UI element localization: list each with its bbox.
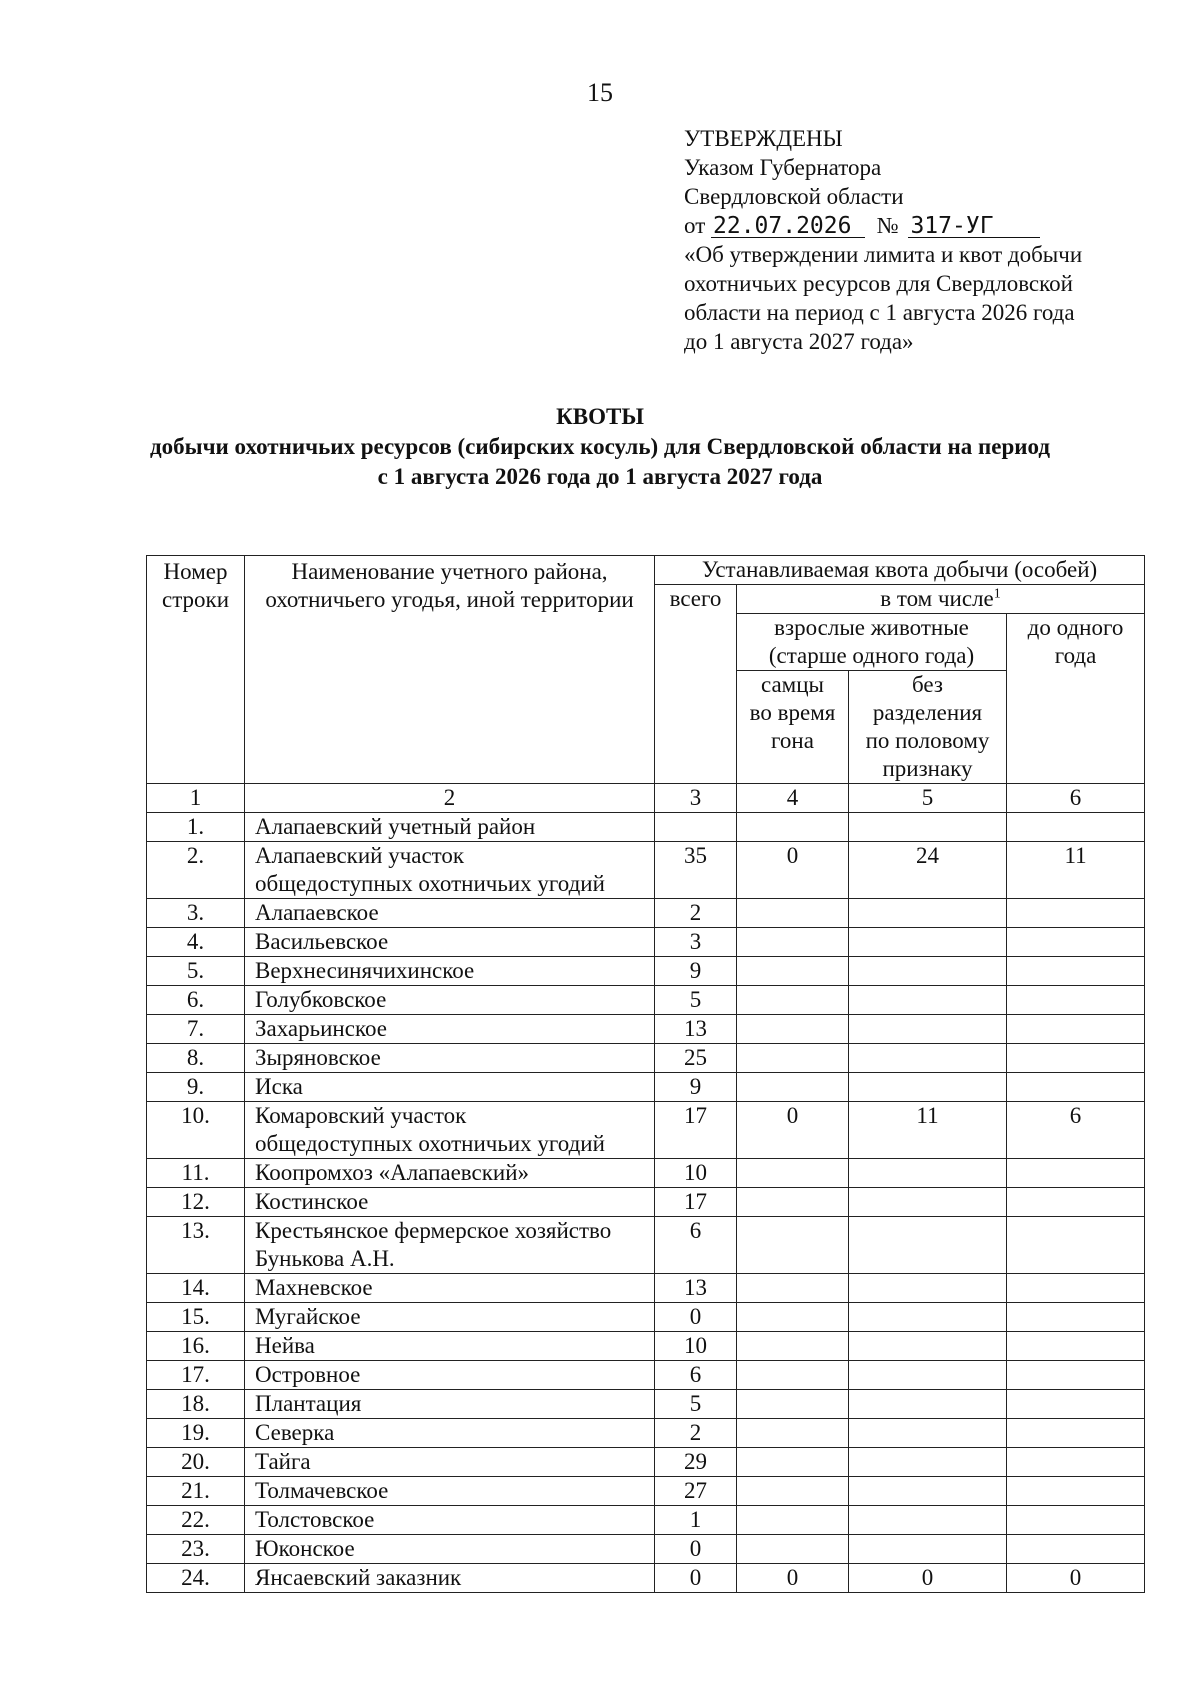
row-number: 24. bbox=[147, 1564, 245, 1593]
row-number: 22. bbox=[147, 1506, 245, 1535]
quota-no-sex-division bbox=[849, 1073, 1007, 1102]
row-number: 4. bbox=[147, 928, 245, 957]
quota-total: 35 bbox=[655, 842, 737, 899]
row-number: 21. bbox=[147, 1477, 245, 1506]
row-name-line: Алапаевский учетный район bbox=[255, 814, 536, 839]
quota-under-one-year bbox=[1007, 899, 1145, 928]
row-name bbox=[245, 1044, 655, 1073]
quota-total: 2 bbox=[655, 1419, 737, 1448]
date-prefix: от bbox=[684, 213, 706, 238]
row-name-line: Мугайское bbox=[255, 1304, 361, 1329]
title-subtitle: добычи охотничьих ресурсов (сибирских косуль) для Свердловской области на период bbox=[149, 434, 1051, 459]
row-name-line: Тайга bbox=[255, 1449, 311, 1474]
quota-males-rut bbox=[737, 928, 849, 957]
quota-males-rut bbox=[737, 1217, 849, 1274]
row-name-line: Янсаевский заказник bbox=[255, 1565, 462, 1590]
quota-total: 17 bbox=[655, 1188, 737, 1217]
header-adults: взрослые животные (старше одного года) bbox=[737, 614, 1007, 671]
quota-under-one-year bbox=[1007, 1361, 1145, 1390]
quota-males-rut bbox=[737, 1159, 849, 1188]
table-row bbox=[147, 1535, 1145, 1564]
quota-under-one-year bbox=[1007, 1419, 1145, 1448]
quota-total: 6 bbox=[655, 1217, 737, 1274]
quota-males-rut bbox=[737, 1303, 849, 1332]
quota-males-rut bbox=[737, 957, 849, 986]
table-row bbox=[147, 1390, 1145, 1419]
quota-under-one-year bbox=[1007, 1535, 1145, 1564]
quota-males-rut: 0 bbox=[737, 1102, 849, 1159]
table-row bbox=[147, 1102, 1145, 1159]
header-total: всего bbox=[655, 585, 737, 784]
quota-no-sex-division bbox=[849, 1217, 1007, 1274]
row-name bbox=[245, 1564, 655, 1593]
row-name-line: Северка bbox=[255, 1420, 335, 1445]
quota-under-one-year bbox=[1007, 1044, 1145, 1073]
approval-line-1: Указом Губернатора bbox=[684, 155, 882, 180]
quota-no-sex-division bbox=[849, 1188, 1007, 1217]
row-number: 5. bbox=[147, 957, 245, 986]
quota-total bbox=[655, 813, 737, 842]
row-name-line: Алапаевское bbox=[255, 900, 379, 925]
quota-no-sex-division bbox=[849, 1303, 1007, 1332]
quota-under-one-year bbox=[1007, 1477, 1145, 1506]
approval-title-line: охотничьих ресурсов для Свердловской bbox=[684, 271, 1073, 296]
approval-block bbox=[684, 124, 1124, 356]
table-body bbox=[147, 813, 1145, 1593]
quota-males-rut bbox=[737, 1274, 849, 1303]
row-name-line: Зыряновское bbox=[255, 1045, 381, 1070]
table-row bbox=[147, 1361, 1145, 1390]
row-name bbox=[245, 1419, 655, 1448]
decree-number: 317-УГ bbox=[908, 215, 1040, 238]
approval-title-line: области на период с 1 августа 2026 года bbox=[684, 300, 1075, 325]
quota-under-one-year bbox=[1007, 1159, 1145, 1188]
quota-under-one-year bbox=[1007, 1073, 1145, 1102]
row-number: 16. bbox=[147, 1332, 245, 1361]
table-row bbox=[147, 899, 1145, 928]
table-row bbox=[147, 1332, 1145, 1361]
quota-total: 29 bbox=[655, 1448, 737, 1477]
quota-total: 0 bbox=[655, 1535, 737, 1564]
quota-under-one-year bbox=[1007, 986, 1145, 1015]
approval-line-2: Свердловской области bbox=[684, 184, 904, 209]
header-including: в том числе$^1$ bbox=[737, 585, 1145, 614]
quota-under-one-year bbox=[1007, 957, 1145, 986]
header-under-one-year: до одного года bbox=[1007, 614, 1145, 784]
quota-total: 9 bbox=[655, 957, 737, 986]
row-name bbox=[245, 928, 655, 957]
quota-males-rut bbox=[737, 1506, 849, 1535]
quota-no-sex-division bbox=[849, 1535, 1007, 1564]
quota-total: 0 bbox=[655, 1564, 737, 1593]
quota-males-rut bbox=[737, 813, 849, 842]
quota-total: 2 bbox=[655, 899, 737, 928]
quota-under-one-year bbox=[1007, 813, 1145, 842]
quota-no-sex-division: 0 bbox=[849, 1564, 1007, 1593]
row-number: 6. bbox=[147, 986, 245, 1015]
quota-males-rut bbox=[737, 1419, 849, 1448]
table-row bbox=[147, 928, 1145, 957]
row-name-line: Островное bbox=[255, 1362, 361, 1387]
row-number: 7. bbox=[147, 1015, 245, 1044]
row-name-line: общедоступных охотничьих угодий bbox=[255, 1131, 605, 1156]
quota-no-sex-division bbox=[849, 986, 1007, 1015]
quota-males-rut bbox=[737, 1361, 849, 1390]
row-number: 23. bbox=[147, 1535, 245, 1564]
quota-total: 27 bbox=[655, 1477, 737, 1506]
quota-males-rut bbox=[737, 1448, 849, 1477]
header-row-number: Номер строки bbox=[147, 556, 245, 784]
table-row bbox=[147, 986, 1145, 1015]
quota-no-sex-division: 24 bbox=[849, 842, 1007, 899]
quota-under-one-year bbox=[1007, 1448, 1145, 1477]
quota-total: 3 bbox=[655, 928, 737, 957]
row-number: 11. bbox=[147, 1159, 245, 1188]
quota-under-one-year: 0 bbox=[1007, 1564, 1145, 1593]
approval-title-line: «Об утверждении лимита и квот добычи bbox=[684, 242, 1083, 267]
row-number: 15. bbox=[147, 1303, 245, 1332]
quota-total: 13 bbox=[655, 1274, 737, 1303]
row-name bbox=[245, 1477, 655, 1506]
quota-total: 5 bbox=[655, 986, 737, 1015]
row-name bbox=[245, 1332, 655, 1361]
row-name-line: Голубковское bbox=[255, 987, 387, 1012]
row-name-line: Махневское bbox=[255, 1275, 373, 1300]
header-no-sex-division: без разделения по половому признаку bbox=[849, 671, 1007, 784]
quota-males-rut bbox=[737, 1044, 849, 1073]
quota-under-one-year: 11 bbox=[1007, 842, 1145, 899]
title-period: с 1 августа 2026 года до 1 августа 2027 года bbox=[377, 464, 823, 489]
row-name-line: Плантация bbox=[255, 1391, 362, 1416]
row-name bbox=[245, 813, 655, 842]
approval-title-line: до 1 августа 2027 года» bbox=[684, 329, 914, 354]
row-name-line: Юконское bbox=[255, 1536, 355, 1561]
quota-total: 9 bbox=[655, 1073, 737, 1102]
row-number: 3. bbox=[147, 899, 245, 928]
quota-under-one-year: 6 bbox=[1007, 1102, 1145, 1159]
header-quota: Устанавливаемая квота добычи (особей) bbox=[655, 556, 1145, 585]
quota-no-sex-division bbox=[849, 813, 1007, 842]
row-name-line: Иска bbox=[255, 1074, 303, 1099]
row-name-line: Крестьянское фермерское хозяйство bbox=[255, 1218, 612, 1243]
quota-table bbox=[146, 555, 1145, 1593]
table-row bbox=[147, 842, 1145, 899]
decree-date: 22.07.2026 bbox=[711, 215, 865, 238]
row-name bbox=[245, 957, 655, 986]
row-name bbox=[245, 1448, 655, 1477]
quota-no-sex-division bbox=[849, 1159, 1007, 1188]
table-row bbox=[147, 957, 1145, 986]
document-title bbox=[0, 402, 1200, 492]
quota-males-rut: 0 bbox=[737, 1564, 849, 1593]
quota-total: 1 bbox=[655, 1506, 737, 1535]
quota-total: 10 bbox=[655, 1159, 737, 1188]
row-name-line: Верхнесинячихинское bbox=[255, 958, 475, 983]
quota-males-rut bbox=[737, 1535, 849, 1564]
column-number: 5 bbox=[849, 784, 1007, 813]
approval-date-line bbox=[684, 211, 1124, 240]
quota-under-one-year bbox=[1007, 1274, 1145, 1303]
row-number: 19. bbox=[147, 1419, 245, 1448]
row-name-line: Коопромхоз «Алапаевский» bbox=[255, 1160, 530, 1185]
row-number: 12. bbox=[147, 1188, 245, 1217]
quota-males-rut bbox=[737, 1477, 849, 1506]
table-row bbox=[147, 813, 1145, 842]
header-males-rut: самцы во время гона bbox=[737, 671, 849, 784]
row-name-line: Костинское bbox=[255, 1189, 369, 1214]
quota-under-one-year bbox=[1007, 1015, 1145, 1044]
row-name-line: общедоступных охотничьих угодий bbox=[255, 871, 605, 896]
row-name-line: Толмачевское bbox=[255, 1478, 389, 1503]
row-name bbox=[245, 1303, 655, 1332]
quota-no-sex-division bbox=[849, 1015, 1007, 1044]
table-row bbox=[147, 1188, 1145, 1217]
quota-no-sex-division bbox=[849, 1274, 1007, 1303]
row-name bbox=[245, 1073, 655, 1102]
quota-no-sex-division bbox=[849, 957, 1007, 986]
number-prefix: № bbox=[876, 213, 899, 238]
row-number: 20. bbox=[147, 1448, 245, 1477]
row-name bbox=[245, 986, 655, 1015]
row-name bbox=[245, 1188, 655, 1217]
column-number: 4 bbox=[737, 784, 849, 813]
row-name bbox=[245, 1102, 655, 1159]
quota-no-sex-division bbox=[849, 1477, 1007, 1506]
row-number: 17. bbox=[147, 1361, 245, 1390]
table-row bbox=[147, 1303, 1145, 1332]
quota-total: 13 bbox=[655, 1015, 737, 1044]
row-name bbox=[245, 1217, 655, 1274]
row-number: 14. bbox=[147, 1274, 245, 1303]
row-name-line: Захарьинское bbox=[255, 1016, 387, 1041]
quota-total: 6 bbox=[655, 1361, 737, 1390]
approval-heading: УТВЕРЖДЕНЫ bbox=[684, 126, 843, 151]
table-row bbox=[147, 1044, 1145, 1073]
quota-no-sex-division bbox=[849, 1332, 1007, 1361]
row-name bbox=[245, 1159, 655, 1188]
quota-no-sex-division bbox=[849, 1506, 1007, 1535]
page-number: 15 bbox=[587, 78, 613, 107]
column-number: 6 bbox=[1007, 784, 1145, 813]
row-name bbox=[245, 1361, 655, 1390]
row-name bbox=[245, 1274, 655, 1303]
row-name bbox=[245, 1506, 655, 1535]
quota-no-sex-division bbox=[849, 1448, 1007, 1477]
header-name: Наименование учетного района, охотничьего угодья, иной территории bbox=[245, 556, 655, 784]
row-number: 2. bbox=[147, 842, 245, 899]
quota-no-sex-division bbox=[849, 899, 1007, 928]
title-heading: КВОТЫ bbox=[556, 404, 644, 429]
row-number: 18. bbox=[147, 1390, 245, 1419]
row-name bbox=[245, 1390, 655, 1419]
column-number: 1 bbox=[147, 784, 245, 813]
quota-total: 5 bbox=[655, 1390, 737, 1419]
row-name-line: Комаровский участок bbox=[255, 1103, 467, 1128]
column-number: 3 bbox=[655, 784, 737, 813]
quota-total: 17 bbox=[655, 1102, 737, 1159]
quota-males-rut bbox=[737, 986, 849, 1015]
quota-no-sex-division: 11 bbox=[849, 1102, 1007, 1159]
table-row bbox=[147, 1217, 1145, 1274]
quota-no-sex-division bbox=[849, 1419, 1007, 1448]
quota-under-one-year bbox=[1007, 1506, 1145, 1535]
row-number: 10. bbox=[147, 1102, 245, 1159]
row-name-line: Нейва bbox=[255, 1333, 315, 1358]
quota-no-sex-division bbox=[849, 1044, 1007, 1073]
row-name-line: Толстовское bbox=[255, 1507, 375, 1532]
quota-males-rut bbox=[737, 1390, 849, 1419]
table-row bbox=[147, 1448, 1145, 1477]
table-row bbox=[147, 1015, 1145, 1044]
quota-under-one-year bbox=[1007, 1303, 1145, 1332]
quota-under-one-year bbox=[1007, 928, 1145, 957]
quota-males-rut bbox=[737, 1188, 849, 1217]
row-name bbox=[245, 899, 655, 928]
column-number: 2 bbox=[245, 784, 655, 813]
row-number: 1. bbox=[147, 813, 245, 842]
row-name-line: Васильевское bbox=[255, 929, 389, 954]
quota-under-one-year bbox=[1007, 1217, 1145, 1274]
row-name-line: Бунькова А.Н. bbox=[255, 1246, 395, 1271]
quota-total: 0 bbox=[655, 1303, 737, 1332]
quota-males-rut bbox=[737, 899, 849, 928]
quota-total: 25 bbox=[655, 1044, 737, 1073]
quota-under-one-year bbox=[1007, 1188, 1145, 1217]
quota-under-one-year bbox=[1007, 1332, 1145, 1361]
table-row bbox=[147, 1506, 1145, 1535]
row-name bbox=[245, 1535, 655, 1564]
quota-no-sex-division bbox=[849, 1361, 1007, 1390]
row-number: 8. bbox=[147, 1044, 245, 1073]
row-name bbox=[245, 842, 655, 899]
row-name bbox=[245, 1015, 655, 1044]
table-row bbox=[147, 1073, 1145, 1102]
row-number: 13. bbox=[147, 1217, 245, 1274]
table-row bbox=[147, 1477, 1145, 1506]
table-header bbox=[147, 556, 1145, 813]
quota-total: 10 bbox=[655, 1332, 737, 1361]
footnote-marker: 1 bbox=[993, 586, 1001, 602]
table-row bbox=[147, 1274, 1145, 1303]
table-row bbox=[147, 1159, 1145, 1188]
table-row bbox=[147, 1419, 1145, 1448]
table-row bbox=[147, 1564, 1145, 1593]
quota-no-sex-division bbox=[849, 1390, 1007, 1419]
quota-males-rut bbox=[737, 1073, 849, 1102]
quota-males-rut: 0 bbox=[737, 842, 849, 899]
row-name-line: Алапаевский участок bbox=[255, 843, 465, 868]
quota-under-one-year bbox=[1007, 1390, 1145, 1419]
row-number: 9. bbox=[147, 1073, 245, 1102]
quota-males-rut bbox=[737, 1015, 849, 1044]
quota-no-sex-division bbox=[849, 928, 1007, 957]
quota-males-rut bbox=[737, 1332, 849, 1361]
